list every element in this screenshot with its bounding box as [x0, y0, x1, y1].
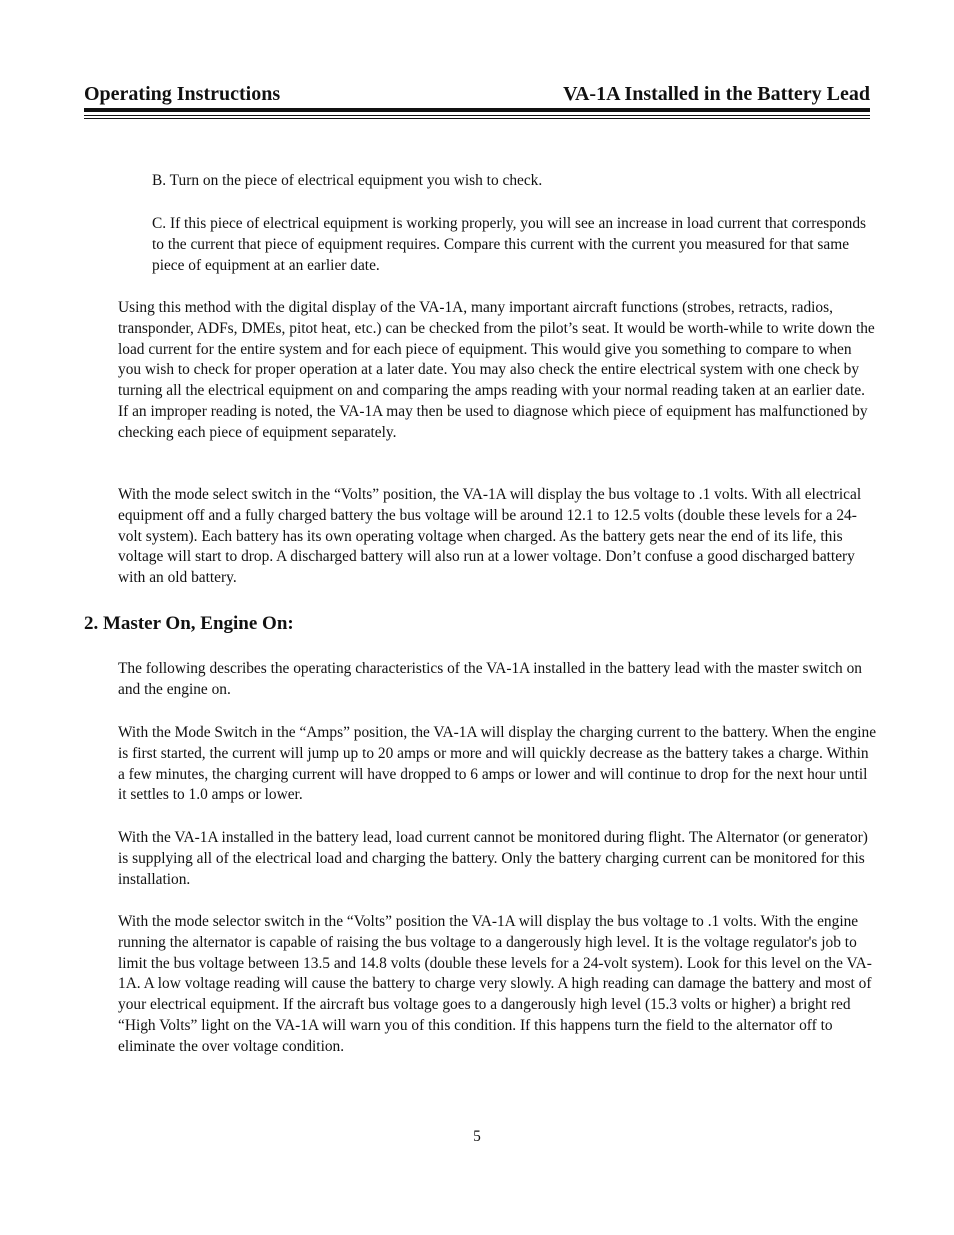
header-right-title: VA-1A Installed in the Battery Lead [563, 83, 870, 105]
page-number: 5 [473, 1128, 481, 1145]
volts-master-on-paragraph: With the mode select switch in the “Volts” position, the VA-1A will display the bus voltage to .1 volts. With all electrical equipment off and a fully charged battery the bus voltage will be around 12.1 to 12.5 volts (double these levels for a 24-volt system). Each battery has its own operating voltage when charged. As the battery gets near the end of its life, this voltage will start to drop. A discharged battery will also run at a lower voltage. Don’t confuse a good discharged battery with an old battery. [118, 486, 862, 587]
section2-intro-paragraph: The following describes the operating characteristics of the VA-1A installed in the battery lead with the master switch on and the engine on. [118, 660, 862, 698]
method-paragraph: Using this method with the digital display of the VA-1A, many important aircraft functions (strobes, retracts, radios, transponder, ADFs, DMEs, pitot heat, etc.) can be checked from the pilot’s seat. It would be worth-while to write down the load current for the entire system and for each piece of equipment. This would give you something to compare to when you wish to check for proper operation at a later date. You may also check the entire electrical system with one check by turning all the electrical equipment on and comparing the amps reading with your normal reading taken at an earlier date. If an improper reading is noted, the VA-1A may then be used to diagnose which piece of equipment has malfunctioned by checking each piece of equipment separately. [118, 299, 875, 441]
header-rule-thin-2 [84, 118, 870, 119]
header-left-title: Operating Instructions [84, 83, 281, 105]
section2-amps-paragraph: With the Mode Switch in the “Amps” position, the VA-1A will display the charging current to the battery. When the engine is first started, the current will jump up to 20 amps or more and will quickly decrease as the battery takes a charge. Within a few minutes, the charging current will have dropped to 6 amps or lower and will continue to drop for the next hour until it settles to 1.0 amps or lower. [118, 724, 877, 804]
step-c-paragraph: C. If this piece of electrical equipment is working properly, you will see an increase in load current that corresponds to the current that piece of equipment requires. Compare this current with the current you measured for that same piece of equipment at an earlier date. [152, 215, 867, 274]
section-heading-master-on-engine-on: 2. Master On, Engine On: [84, 613, 294, 634]
section2-load-paragraph: With the VA-1A installed in the battery lead, load current cannot be monitored during flight. The Alternator (or generator) is supplying all of the electrical load and charging the battery. Only the battery charging current can be monitored for this installation. [118, 829, 868, 888]
header-rule-thin-1 [84, 115, 870, 116]
header-rule-thick [84, 108, 870, 112]
section2-volts-paragraph: With the mode selector switch in the “Volts” position the VA-1A will display the bus voltage to .1 volts. With the engine running the alternator is capable of raising the bus voltage to a dangerously high level. It is the voltage regulator's job to limit the bus voltage between 13.5 and 14.8 volts (double these levels for a 24-volt system). Look for this level on the VA-1A. A low voltage reading will cause the battery to charge very slowly. A high reading can damage the battery and most of your electrical equipment. If the aircraft bus voltage goes to a dangerously high level (15.3 volts or higher) a bright red “High Volts” light on the VA-1A will warn you of this condition. If this happens turn the field to the alternator off to eliminate the over voltage condition. [118, 913, 872, 1055]
page-header [84, 80, 870, 110]
step-b-paragraph: B. Turn on the piece of electrical equipment you wish to check. [152, 172, 543, 189]
